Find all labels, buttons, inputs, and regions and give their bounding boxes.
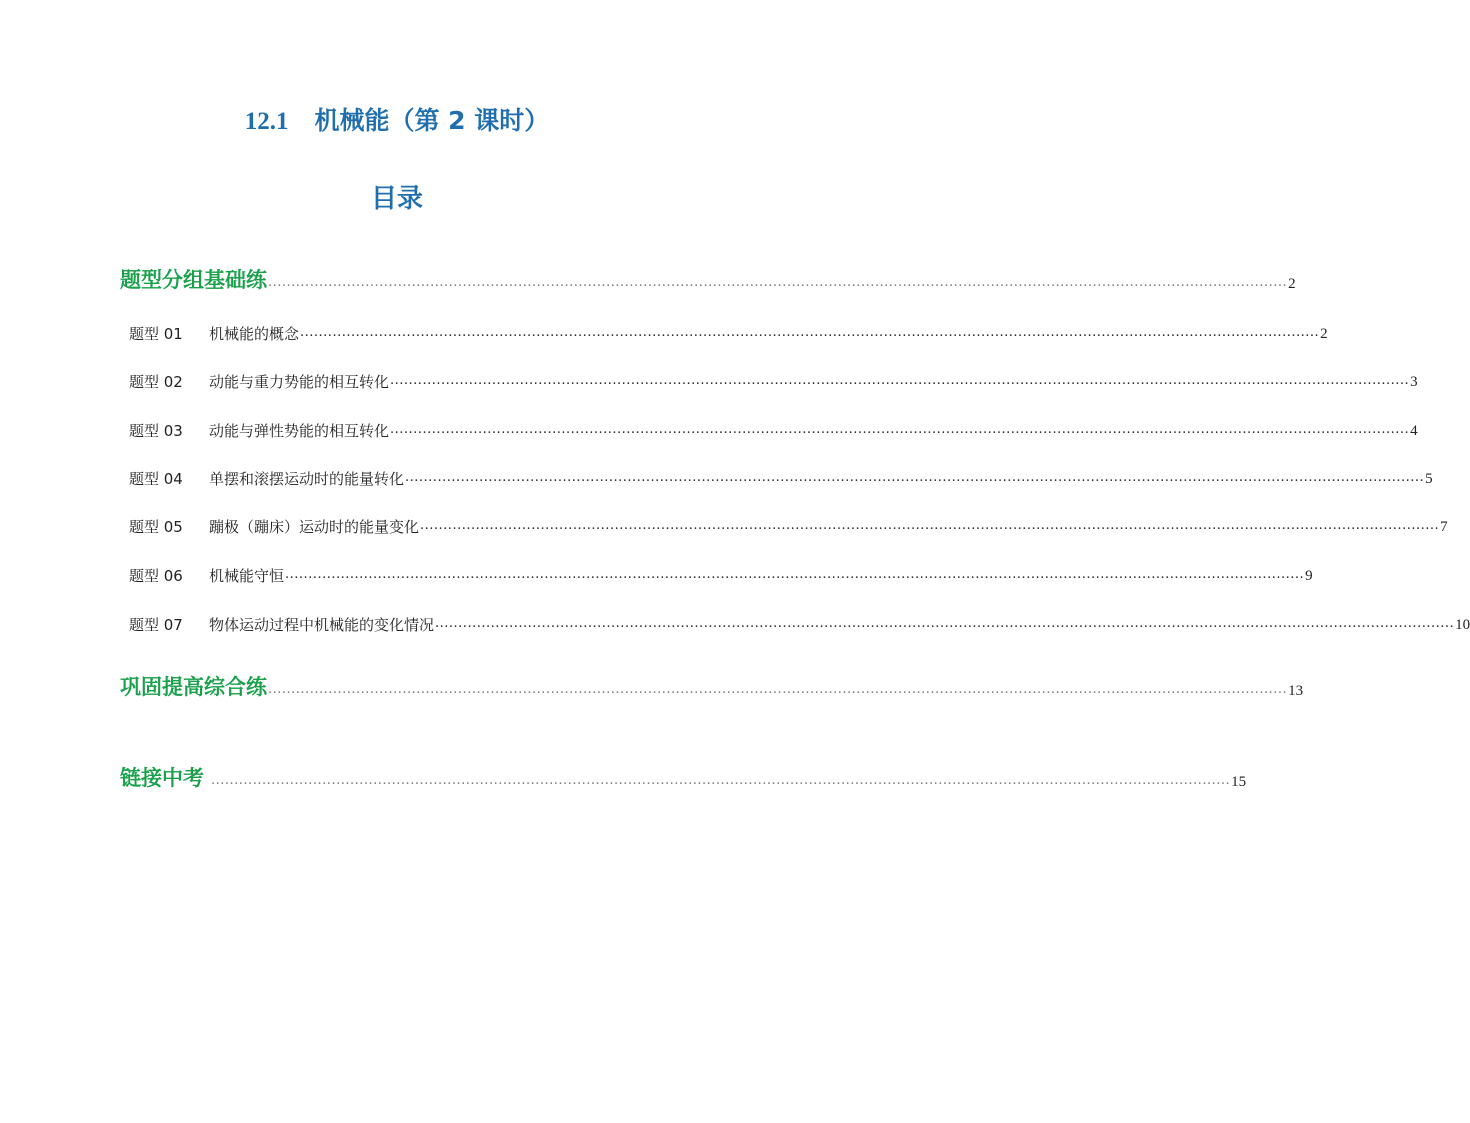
- toc-page-number: 7: [1440, 519, 1448, 535]
- toc-section-basic[interactable]: [120, 266, 1296, 294]
- toc-item-code: 题型 01: [129, 325, 183, 343]
- toc-item-code: 题型 07: [129, 616, 183, 634]
- toc-leader-dots: ............................................................................................................................................................................................................................: [300, 325, 1320, 340]
- toc-page-number: 9: [1305, 568, 1313, 584]
- toc-item-06[interactable]: [129, 566, 1313, 586]
- toc-item-label: 机械能守恒: [209, 567, 285, 585]
- toc-page-number: 5: [1425, 471, 1433, 487]
- toc-leader-dots: ............................................................................................................................................................................................................................: [390, 422, 1410, 437]
- toc-section-consolidate[interactable]: [120, 673, 1304, 701]
- toc-leader-dots: ............................................................................................................................................................................................................................: [211, 773, 1231, 788]
- toc-leader-dots: ............................................................................................................................................................................................................................: [420, 518, 1440, 533]
- toc-page-number: 10: [1455, 617, 1470, 633]
- title-number: 12.1: [244, 108, 289, 135]
- toc-item-label: 物体运动过程中机械能的变化情况: [209, 616, 435, 634]
- toc-item-code: 题型 03: [129, 422, 183, 440]
- toc-leader-dots: ............................................................................................................................................................................................................................: [390, 373, 1410, 388]
- toc-leader-dots: ............................................................................................................................................................................................................................: [405, 470, 1425, 485]
- toc-heading: 目录: [370, 184, 423, 214]
- toc-item-04[interactable]: [129, 469, 1433, 489]
- toc-item-label: 机械能的概念: [209, 325, 300, 343]
- document-title: [0, 104, 794, 139]
- toc-item-code: 题型 06: [129, 567, 183, 585]
- toc-page-number: 4: [1410, 423, 1418, 439]
- toc-item-01[interactable]: [129, 324, 1328, 344]
- toc-section-exam[interactable]: [120, 764, 1247, 792]
- toc-item-label: 动能与重力势能的相互转化: [209, 373, 390, 391]
- toc-item-label: 动能与弹性势能的相互转化: [209, 422, 390, 440]
- toc-item-label: 蹦极（蹦床）运动时的能量变化: [209, 518, 420, 536]
- toc-section-label: 巩固提高综合练: [120, 675, 267, 699]
- toc-item-code: 题型 02: [129, 373, 183, 391]
- toc-leader-dots: ............................................................................................................................................................................................................................: [285, 567, 1305, 582]
- toc-item-code: 题型 04: [129, 470, 183, 488]
- toc-page-number: 15: [1231, 774, 1247, 790]
- toc-item-07[interactable]: [129, 615, 1470, 635]
- toc-page-number: 2: [1320, 326, 1328, 342]
- toc-leader-dots: ............................................................................................................................................................................................................................: [435, 616, 1455, 631]
- toc-page-number: 3: [1410, 374, 1418, 390]
- toc-item-03[interactable]: [129, 421, 1418, 441]
- toc-leader-dots: ............................................................................................................................................................................................................................: [268, 275, 1288, 290]
- toc-item-02[interactable]: [129, 372, 1418, 392]
- toc-section-label: 题型分组基础练: [120, 268, 267, 292]
- title-text: 机械能（第 2 课时）: [314, 106, 550, 135]
- toc-item-label: 单摆和滚摆运动时的能量转化: [209, 470, 405, 488]
- toc-item-05[interactable]: [129, 517, 1448, 537]
- toc-item-code: 题型 05: [129, 518, 183, 536]
- toc-page-number: 2: [1288, 276, 1296, 292]
- toc-section-label: 链接中考: [120, 766, 204, 790]
- toc-page-number: 13: [1288, 683, 1304, 699]
- toc-leader-dots: ............................................................................................................................................................................................................................: [268, 682, 1288, 697]
